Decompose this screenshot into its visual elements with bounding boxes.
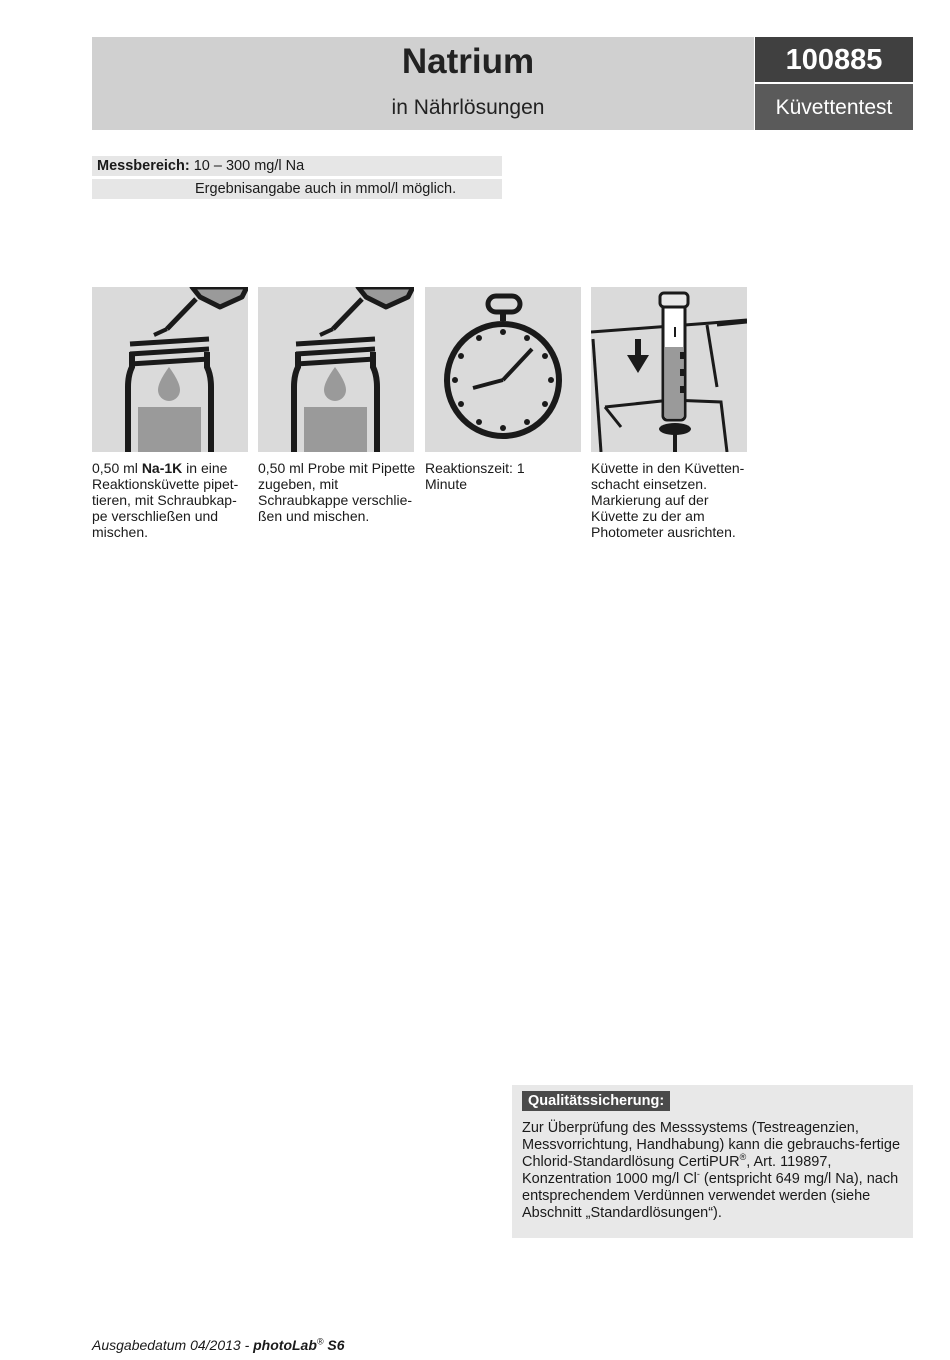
pipette-cuvette-icon: [258, 287, 414, 452]
step-4-text: Küvette in den Küvetten-schacht einsetzen. Markierung auf der Küvette zu der am Photometer ausrichten.: [591, 460, 745, 540]
test-type-badge: Küvettentest: [755, 84, 913, 130]
step-3-image: [425, 287, 581, 452]
step-1-text: 0,50 ml Na-1K in eine Reaktionsküvette pipet-tieren, mit Schraubkap-pe verschließen und mischen.: [92, 460, 239, 540]
footer: Ausgabedatum 04/2013 - photoLab® S6: [92, 1336, 345, 1353]
step-2-image: [258, 287, 414, 452]
measuring-range-value: 10 – 300 mg/l Na: [193, 158, 305, 174]
measuring-range-row: [92, 156, 502, 176]
article-number-badge: 100885: [755, 37, 913, 82]
measuring-range-note-row: [92, 179, 502, 199]
footer-product: photoLab: [253, 1337, 317, 1353]
stopwatch-icon: [425, 287, 581, 452]
footer-model: S6: [323, 1337, 345, 1353]
step-2-text: 0,50 ml Probe mit Pipette zugeben, mit Schraubkappe verschlie-ßen und mischen.: [258, 460, 416, 524]
step-1-image: [92, 287, 248, 452]
measuring-range-label: Messbereich:: [97, 158, 190, 174]
footer-edition: Ausgabedatum 04/2013 -: [92, 1337, 254, 1353]
reagent-name: Na-1K: [141, 460, 183, 476]
step-4-image: [591, 287, 747, 452]
quality-assurance-label: Qualitätssicherung:: [522, 1091, 670, 1111]
cuvette-insert-icon: [591, 287, 747, 452]
measuring-range-note: Ergebnisangabe auch in mmol/l möglich.: [195, 181, 457, 197]
pipette-cuvette-icon: [92, 287, 248, 452]
page-title: Natrium: [401, 42, 535, 81]
page-subtitle: in Nährlösungen: [391, 96, 545, 119]
quality-assurance-text: Zur Überprüfung des Messsystems (Testreagenzien, Messvorrichtung, Handhabung) kann die gebrauchs-fertige Chlorid-Standardlösung CertiPUR®, Art. 119897, Konzentration 1000 mg/l Cl- (entspricht 649 mg/l Na), nach entsprechendem Verdünnen verwendet werden (siehe Abschnitt „Standardlösungen“).: [522, 1120, 901, 1221]
step-3-text: Reaktionszeit: 1 Minute: [425, 460, 525, 492]
